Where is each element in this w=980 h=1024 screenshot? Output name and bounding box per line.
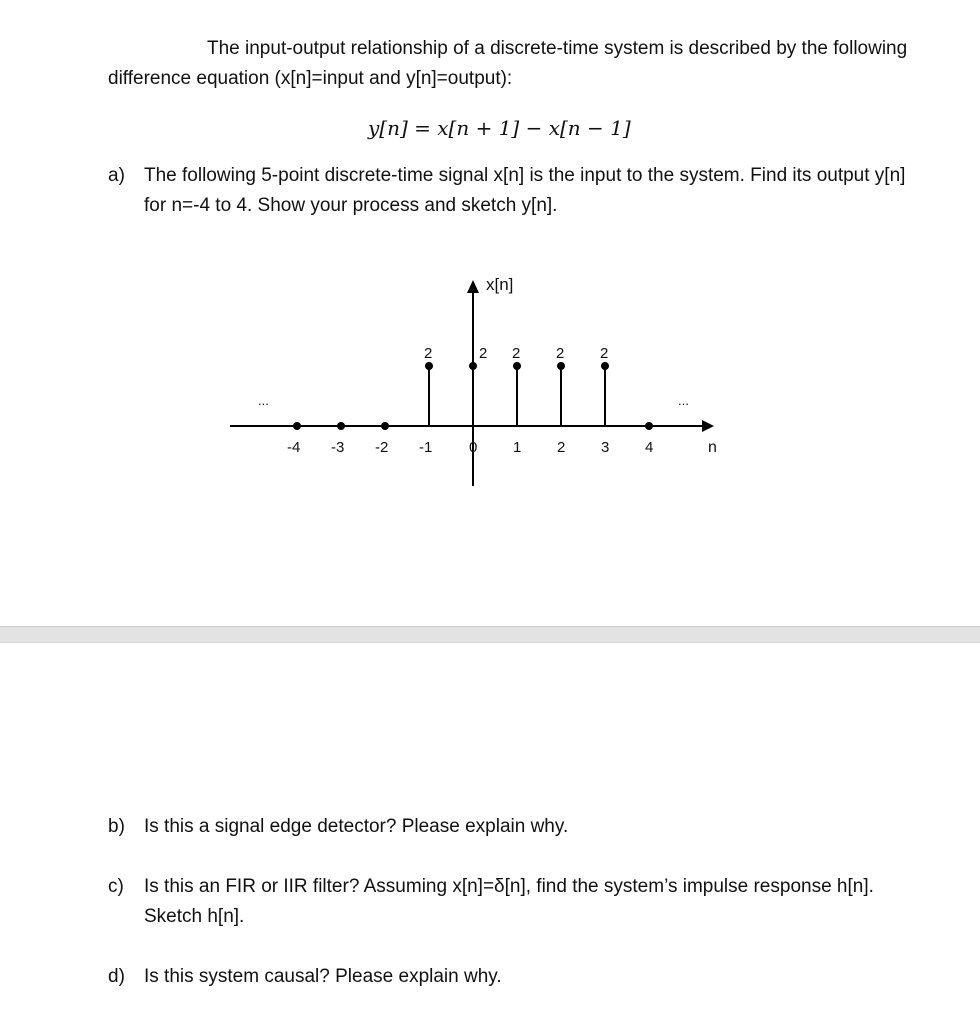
part-a-line-2: for n=-4 to 4. Show your process and sketch y[n]. xyxy=(144,195,558,216)
tick-label: 4 xyxy=(645,439,654,456)
value-label: 2 xyxy=(424,345,433,362)
tick-label: -1 xyxy=(419,439,433,456)
tick-label: 3 xyxy=(601,439,610,456)
tick-label: -3 xyxy=(331,439,345,456)
y-axis-label: x[n] xyxy=(486,275,514,294)
page-divider xyxy=(0,626,980,643)
part-a-line-1: The following 5-point discrete-time signal x[n] is the input to the system. Find its output y[n] xyxy=(144,165,906,186)
value-label: 2 xyxy=(512,345,521,362)
stem-marker xyxy=(381,422,389,430)
stem-marker xyxy=(425,362,433,370)
difference-equation: y[n] = x[n + 1] − x[n − 1] xyxy=(368,116,631,140)
ellipsis-left: ... xyxy=(258,393,269,408)
intro-line-2: difference equation (x[n]=input and y[n]=output): xyxy=(108,68,513,89)
stem-marker xyxy=(601,362,609,370)
stem-plot xyxy=(0,260,980,500)
part-c-line-2: Sketch h[n]. xyxy=(144,906,245,927)
part-c-line-1: Is this an FIR or IIR filter? Assuming x[n]=δ[n], find the system’s impulse response h[n]. xyxy=(144,876,874,897)
value-label: 2 xyxy=(479,345,488,362)
part-a-label: a) xyxy=(108,165,125,186)
stem-marker xyxy=(513,362,521,370)
x-axis-label: n xyxy=(708,439,717,456)
tick-label: 0 xyxy=(469,439,478,456)
part-b-text: Is this a signal edge detector? Please explain why. xyxy=(144,816,569,837)
part-c-label: c) xyxy=(108,876,124,897)
x-axis-arrow xyxy=(702,420,714,432)
intro-line-1: The input-output relationship of a discrete-time system is described by the following xyxy=(207,38,908,59)
ellipsis-right: ... xyxy=(678,393,689,408)
stem-marker xyxy=(469,362,477,370)
stem-marker xyxy=(557,362,565,370)
part-d-text: Is this system causal? Please explain why. xyxy=(144,966,502,987)
stem-marker xyxy=(337,422,345,430)
tick-label: -2 xyxy=(375,439,389,456)
stem-marker xyxy=(293,422,301,430)
y-axis-arrow xyxy=(467,280,479,293)
tick-label: 2 xyxy=(557,439,566,456)
part-b-label: b) xyxy=(108,816,125,837)
tick-label: -4 xyxy=(287,439,301,456)
stem-marker xyxy=(645,422,653,430)
value-label: 2 xyxy=(600,345,609,362)
part-d-label: d) xyxy=(108,966,125,987)
value-label: 2 xyxy=(556,345,565,362)
tick-label: 1 xyxy=(513,439,522,456)
